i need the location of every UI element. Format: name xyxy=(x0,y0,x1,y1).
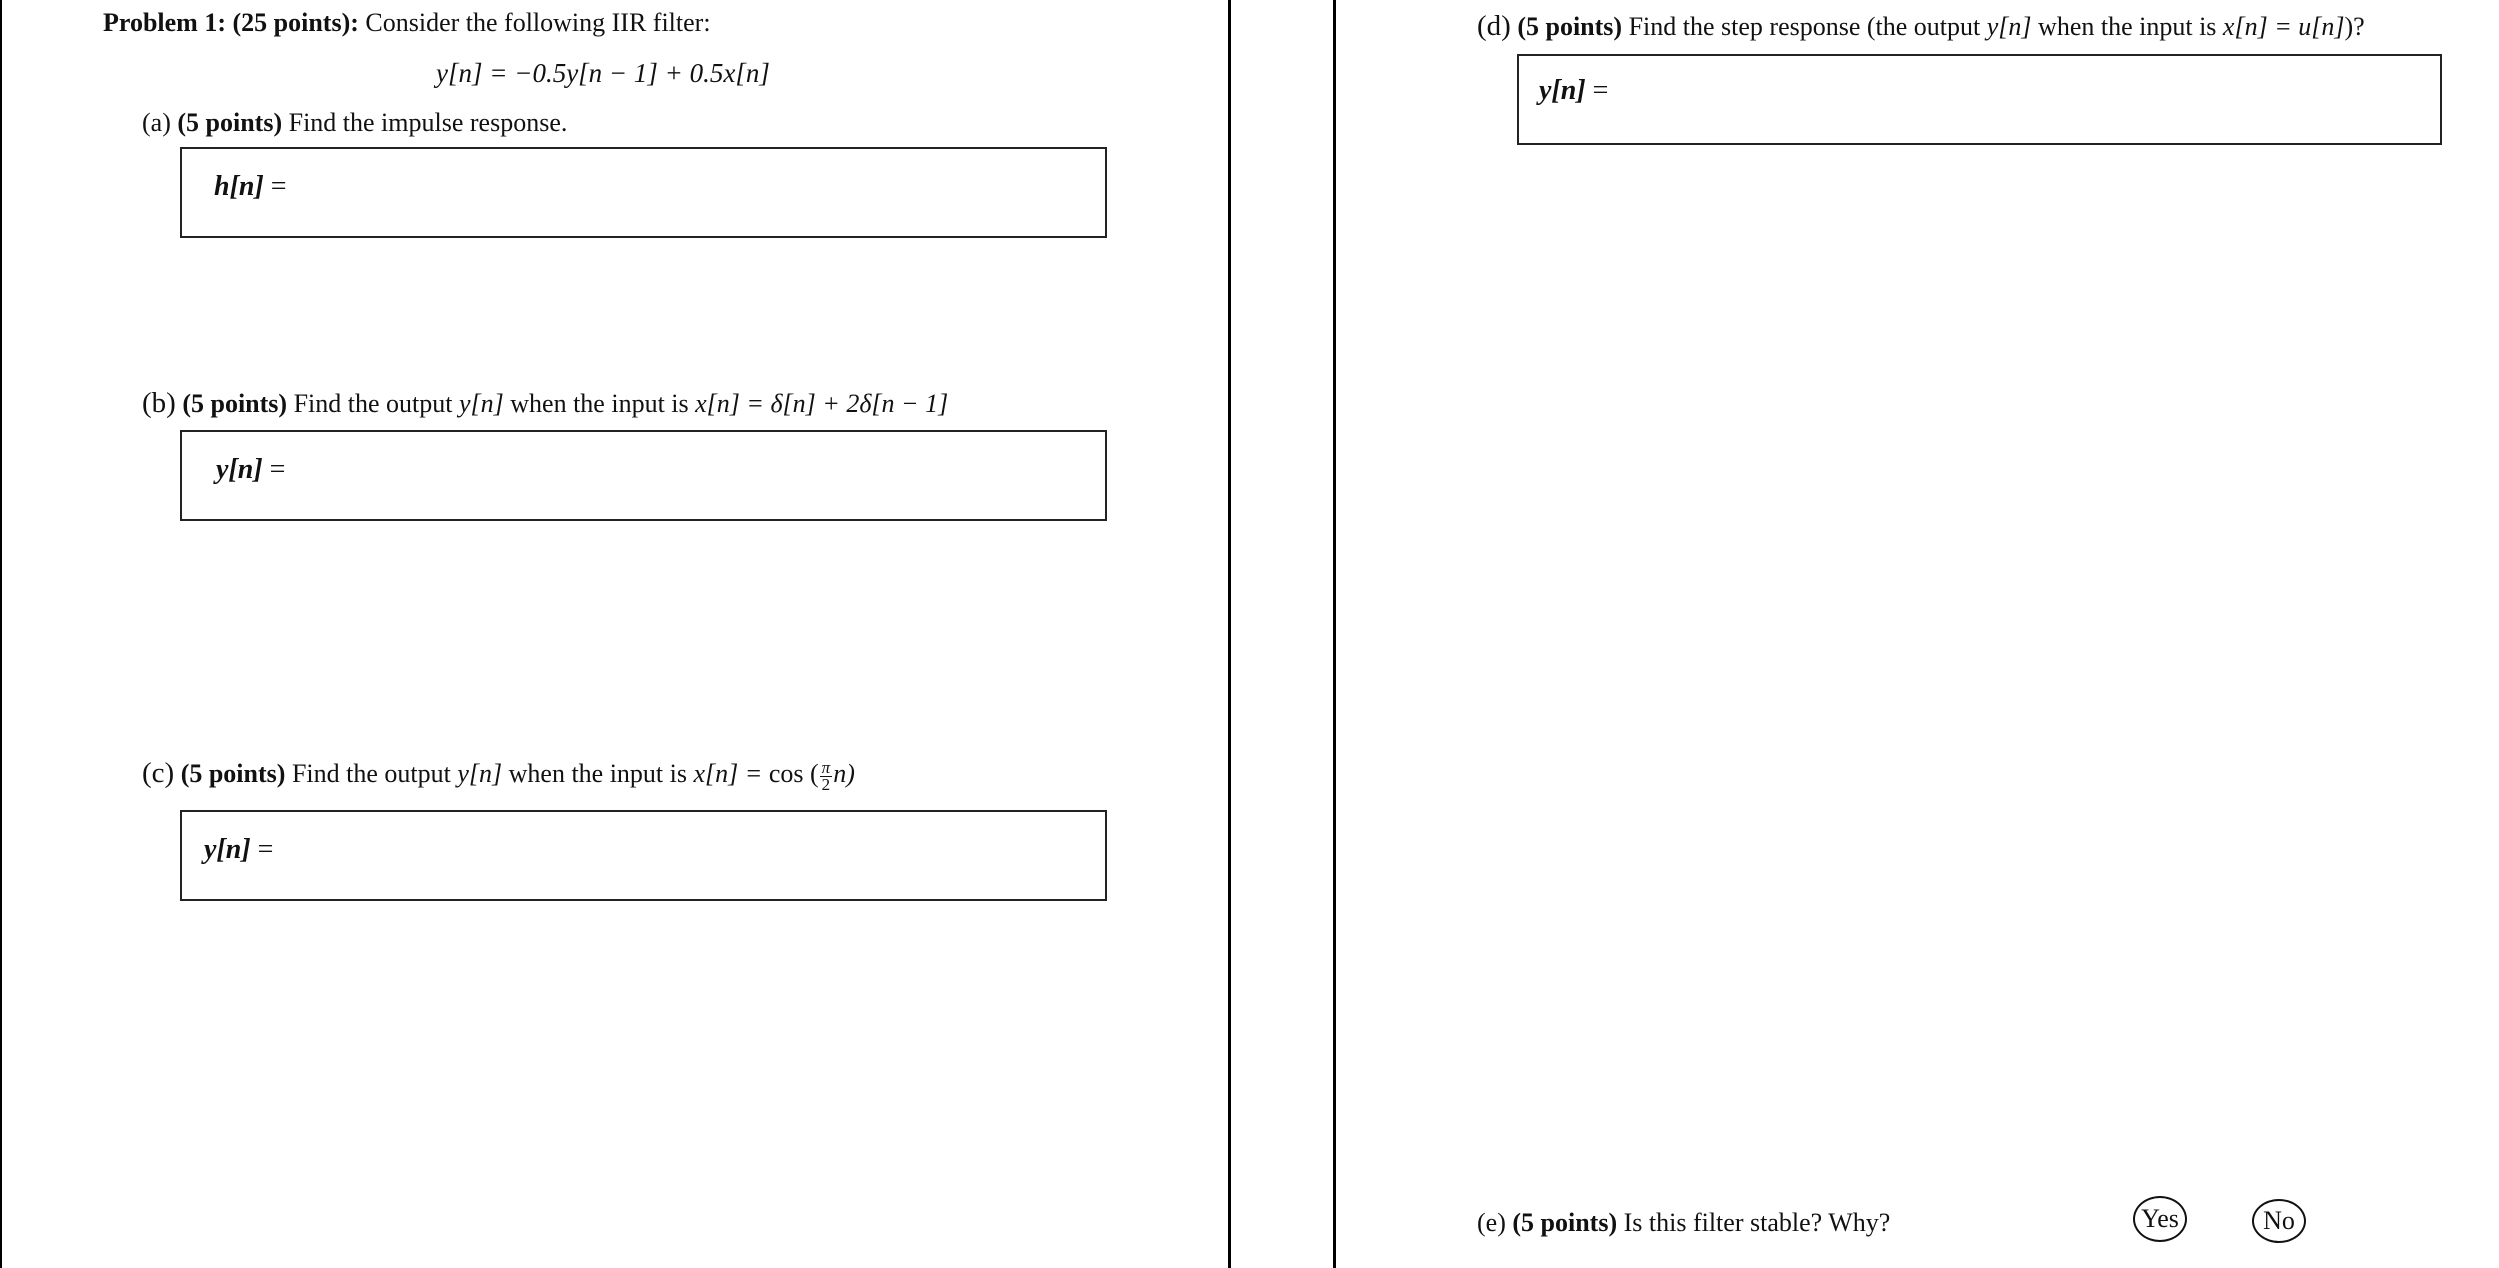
part-c-cos-tail: n) xyxy=(833,759,855,788)
part-d-points: (5 points) xyxy=(1517,12,1623,41)
part-b-answer-label: y[n] = xyxy=(216,454,286,485)
part-c-prompt: Find the output xyxy=(291,759,451,788)
part-c-frac-den: 2 xyxy=(821,774,831,794)
left-page-divider xyxy=(1228,0,1231,1268)
part-b-letter: (b) xyxy=(142,387,176,419)
part-e-points: (5 points) xyxy=(1512,1208,1618,1237)
yes-option-label: Yes xyxy=(2141,1204,2179,1233)
part-c-answer-label: y[n] = xyxy=(204,834,274,865)
part-d-prompt-end: )? xyxy=(2344,12,2365,41)
part-b-prompt: Find the output xyxy=(293,389,453,418)
part-c-fraction xyxy=(820,757,833,794)
part-a-answer-box[interactable] xyxy=(180,147,1107,238)
part-a-answer-label: h[n] = xyxy=(214,171,287,202)
filter-equation xyxy=(436,58,770,88)
no-option-label: No xyxy=(2263,1206,2295,1235)
part-c-cos: cos ( xyxy=(768,759,819,788)
right-page-divider xyxy=(1333,0,1336,1268)
part-b-question xyxy=(142,388,948,419)
equation-lhs: y[n] = xyxy=(436,58,508,88)
problem-heading xyxy=(103,8,711,38)
left-page-edge xyxy=(0,0,2,1268)
part-c-question xyxy=(142,758,855,793)
part-d-prompt: Find the step response (the output xyxy=(1628,12,1981,41)
part-e-prompt: Is this filter stable? Why? xyxy=(1623,1208,1891,1237)
part-c-output-var: y[n] xyxy=(457,759,503,788)
part-d-output-var: y[n] xyxy=(1986,12,2032,41)
part-a-points: (5 points) xyxy=(177,108,283,137)
no-option[interactable] xyxy=(2252,1199,2306,1243)
part-c-letter: (c) xyxy=(142,757,175,789)
part-d-answer-label: y[n] = xyxy=(1539,75,1609,106)
part-c-frac-num: π xyxy=(821,757,831,777)
equation-rhs: −0.5y[n − 1] + 0.5x[n] xyxy=(514,58,770,88)
part-c-points: (5 points) xyxy=(180,759,286,788)
part-b-answer-box[interactable] xyxy=(180,430,1107,521)
part-b-mid: when the input is xyxy=(510,389,689,418)
part-d-letter: (d) xyxy=(1477,10,1511,42)
part-e-letter: (e) xyxy=(1477,1208,1506,1237)
part-c-mid: when the input is xyxy=(508,759,687,788)
part-a-letter: (a) xyxy=(142,108,171,137)
part-d-question xyxy=(1477,11,2365,42)
part-d-input-expr: x[n] = xyxy=(2222,12,2292,41)
part-d-step: u[n] xyxy=(2298,12,2345,41)
part-a-prompt: Find the impulse response. xyxy=(288,108,568,137)
part-d-answer-box[interactable] xyxy=(1517,54,2442,145)
part-d-mid: when the input is xyxy=(2038,12,2217,41)
part-e-question xyxy=(1477,1208,1890,1238)
part-b-output-var: y[n] xyxy=(458,389,504,418)
problem-intro: Consider the following IIR filter: xyxy=(365,8,711,37)
part-c-answer-box[interactable] xyxy=(180,810,1107,901)
part-c-input-var: x[n] = xyxy=(693,759,763,788)
problem-title: Problem 1: (25 points): xyxy=(103,8,359,37)
part-b-input-var: x[n] = xyxy=(695,389,764,418)
yes-option[interactable] xyxy=(2133,1196,2187,1242)
part-b-input-expr: δ[n] + 2δ[n − 1] xyxy=(770,389,949,418)
part-a-question xyxy=(142,108,567,138)
part-b-points: (5 points) xyxy=(182,389,288,418)
